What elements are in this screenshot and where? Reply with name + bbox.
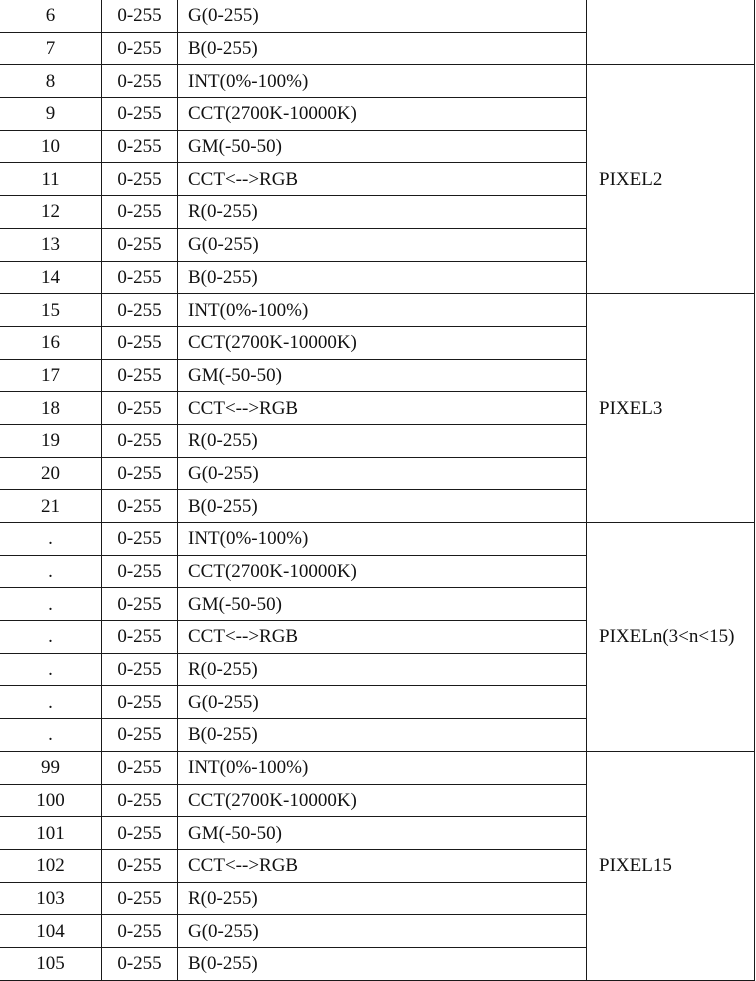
value-range-cell: 0-255 — [102, 784, 178, 817]
function-cell: INT(0%-100%) — [178, 65, 587, 98]
channel-number-cell: 17 — [0, 359, 102, 392]
pixel-group-cell — [587, 0, 755, 65]
function-cell: G(0-255) — [178, 686, 587, 719]
value-range-cell: 0-255 — [102, 686, 178, 719]
channel-number-cell: 11 — [0, 163, 102, 196]
function-cell: B(0-255) — [178, 32, 587, 65]
function-cell: B(0-255) — [178, 947, 587, 980]
value-range-cell: 0-255 — [102, 490, 178, 523]
value-range-cell: 0-255 — [102, 817, 178, 850]
value-range-cell: 0-255 — [102, 457, 178, 490]
value-range-cell: 0-255 — [102, 392, 178, 425]
channel-number-cell: . — [0, 686, 102, 719]
function-cell: CCT(2700K-10000K) — [178, 784, 587, 817]
function-cell: B(0-255) — [178, 719, 587, 752]
channel-number-cell: . — [0, 653, 102, 686]
value-range-cell: 0-255 — [102, 261, 178, 294]
function-cell: B(0-255) — [178, 490, 587, 523]
table-row — [0, 294, 755, 327]
channel-number-cell: 21 — [0, 490, 102, 523]
channel-number-cell: . — [0, 523, 102, 556]
table-row — [0, 523, 755, 556]
function-cell: CCT<-->RGB — [178, 849, 587, 882]
channel-number-cell: 15 — [0, 294, 102, 327]
pixel-group-cell: PIXELn(3<n<15) — [587, 523, 755, 752]
channel-number-cell: 104 — [0, 915, 102, 948]
function-cell: R(0-255) — [178, 882, 587, 915]
value-range-cell: 0-255 — [102, 32, 178, 65]
value-range-cell: 0-255 — [102, 294, 178, 327]
function-cell: GM(-50-50) — [178, 130, 587, 163]
channel-number-cell: 7 — [0, 32, 102, 65]
function-cell: B(0-255) — [178, 261, 587, 294]
function-cell: G(0-255) — [178, 457, 587, 490]
function-cell: CCT<-->RGB — [178, 163, 587, 196]
function-cell: R(0-255) — [178, 196, 587, 229]
function-cell: CCT(2700K-10000K) — [178, 555, 587, 588]
channel-number-cell: 103 — [0, 882, 102, 915]
channel-number-cell: 6 — [0, 0, 102, 32]
pixel-group-cell: PIXEL2 — [587, 65, 755, 294]
channel-number-cell: 9 — [0, 98, 102, 131]
function-cell: GM(-50-50) — [178, 359, 587, 392]
function-cell: G(0-255) — [178, 228, 587, 261]
value-range-cell: 0-255 — [102, 0, 178, 32]
value-range-cell: 0-255 — [102, 849, 178, 882]
function-cell: GM(-50-50) — [178, 817, 587, 850]
channel-number-cell: 16 — [0, 326, 102, 359]
function-cell: CCT<-->RGB — [178, 392, 587, 425]
value-range-cell: 0-255 — [102, 359, 178, 392]
value-range-cell: 0-255 — [102, 163, 178, 196]
function-cell: INT(0%-100%) — [178, 294, 587, 327]
value-range-cell: 0-255 — [102, 98, 178, 131]
channel-number-cell: 100 — [0, 784, 102, 817]
value-range-cell: 0-255 — [102, 326, 178, 359]
function-cell: CCT<-->RGB — [178, 621, 587, 654]
function-cell: INT(0%-100%) — [178, 523, 587, 556]
value-range-cell: 0-255 — [102, 915, 178, 948]
value-range-cell: 0-255 — [102, 130, 178, 163]
value-range-cell: 0-255 — [102, 653, 178, 686]
value-range-cell: 0-255 — [102, 882, 178, 915]
function-cell: R(0-255) — [178, 653, 587, 686]
value-range-cell: 0-255 — [102, 65, 178, 98]
channel-number-cell: 10 — [0, 130, 102, 163]
function-cell: CCT(2700K-10000K) — [178, 98, 587, 131]
channel-number-cell: 101 — [0, 817, 102, 850]
channel-number-cell: 8 — [0, 65, 102, 98]
function-cell: INT(0%-100%) — [178, 751, 587, 784]
value-range-cell: 0-255 — [102, 719, 178, 752]
channel-number-cell: 99 — [0, 751, 102, 784]
channel-number-cell: 18 — [0, 392, 102, 425]
channel-number-cell: . — [0, 588, 102, 621]
function-cell: GM(-50-50) — [178, 588, 587, 621]
channel-number-cell: 14 — [0, 261, 102, 294]
function-cell: R(0-255) — [178, 424, 587, 457]
value-range-cell: 0-255 — [102, 621, 178, 654]
channel-number-cell: 12 — [0, 196, 102, 229]
value-range-cell: 0-255 — [102, 588, 178, 621]
value-range-cell: 0-255 — [102, 751, 178, 784]
pixel-group-cell: PIXEL15 — [587, 751, 755, 980]
channel-number-cell: . — [0, 621, 102, 654]
function-cell: G(0-255) — [178, 0, 587, 32]
value-range-cell: 0-255 — [102, 555, 178, 588]
channel-number-cell: . — [0, 719, 102, 752]
channel-number-cell: . — [0, 555, 102, 588]
value-range-cell: 0-255 — [102, 228, 178, 261]
value-range-cell: 0-255 — [102, 523, 178, 556]
channel-number-cell: 102 — [0, 849, 102, 882]
function-cell: CCT(2700K-10000K) — [178, 326, 587, 359]
channel-number-cell: 13 — [0, 228, 102, 261]
channel-number-cell: 19 — [0, 424, 102, 457]
table-row — [0, 65, 755, 98]
table-row — [0, 751, 755, 784]
function-cell: G(0-255) — [178, 915, 587, 948]
channel-number-cell: 105 — [0, 947, 102, 980]
table-row — [0, 0, 755, 32]
value-range-cell: 0-255 — [102, 424, 178, 457]
pixel-group-cell: PIXEL3 — [587, 294, 755, 523]
channel-number-cell: 20 — [0, 457, 102, 490]
value-range-cell: 0-255 — [102, 196, 178, 229]
value-range-cell: 0-255 — [102, 947, 178, 980]
